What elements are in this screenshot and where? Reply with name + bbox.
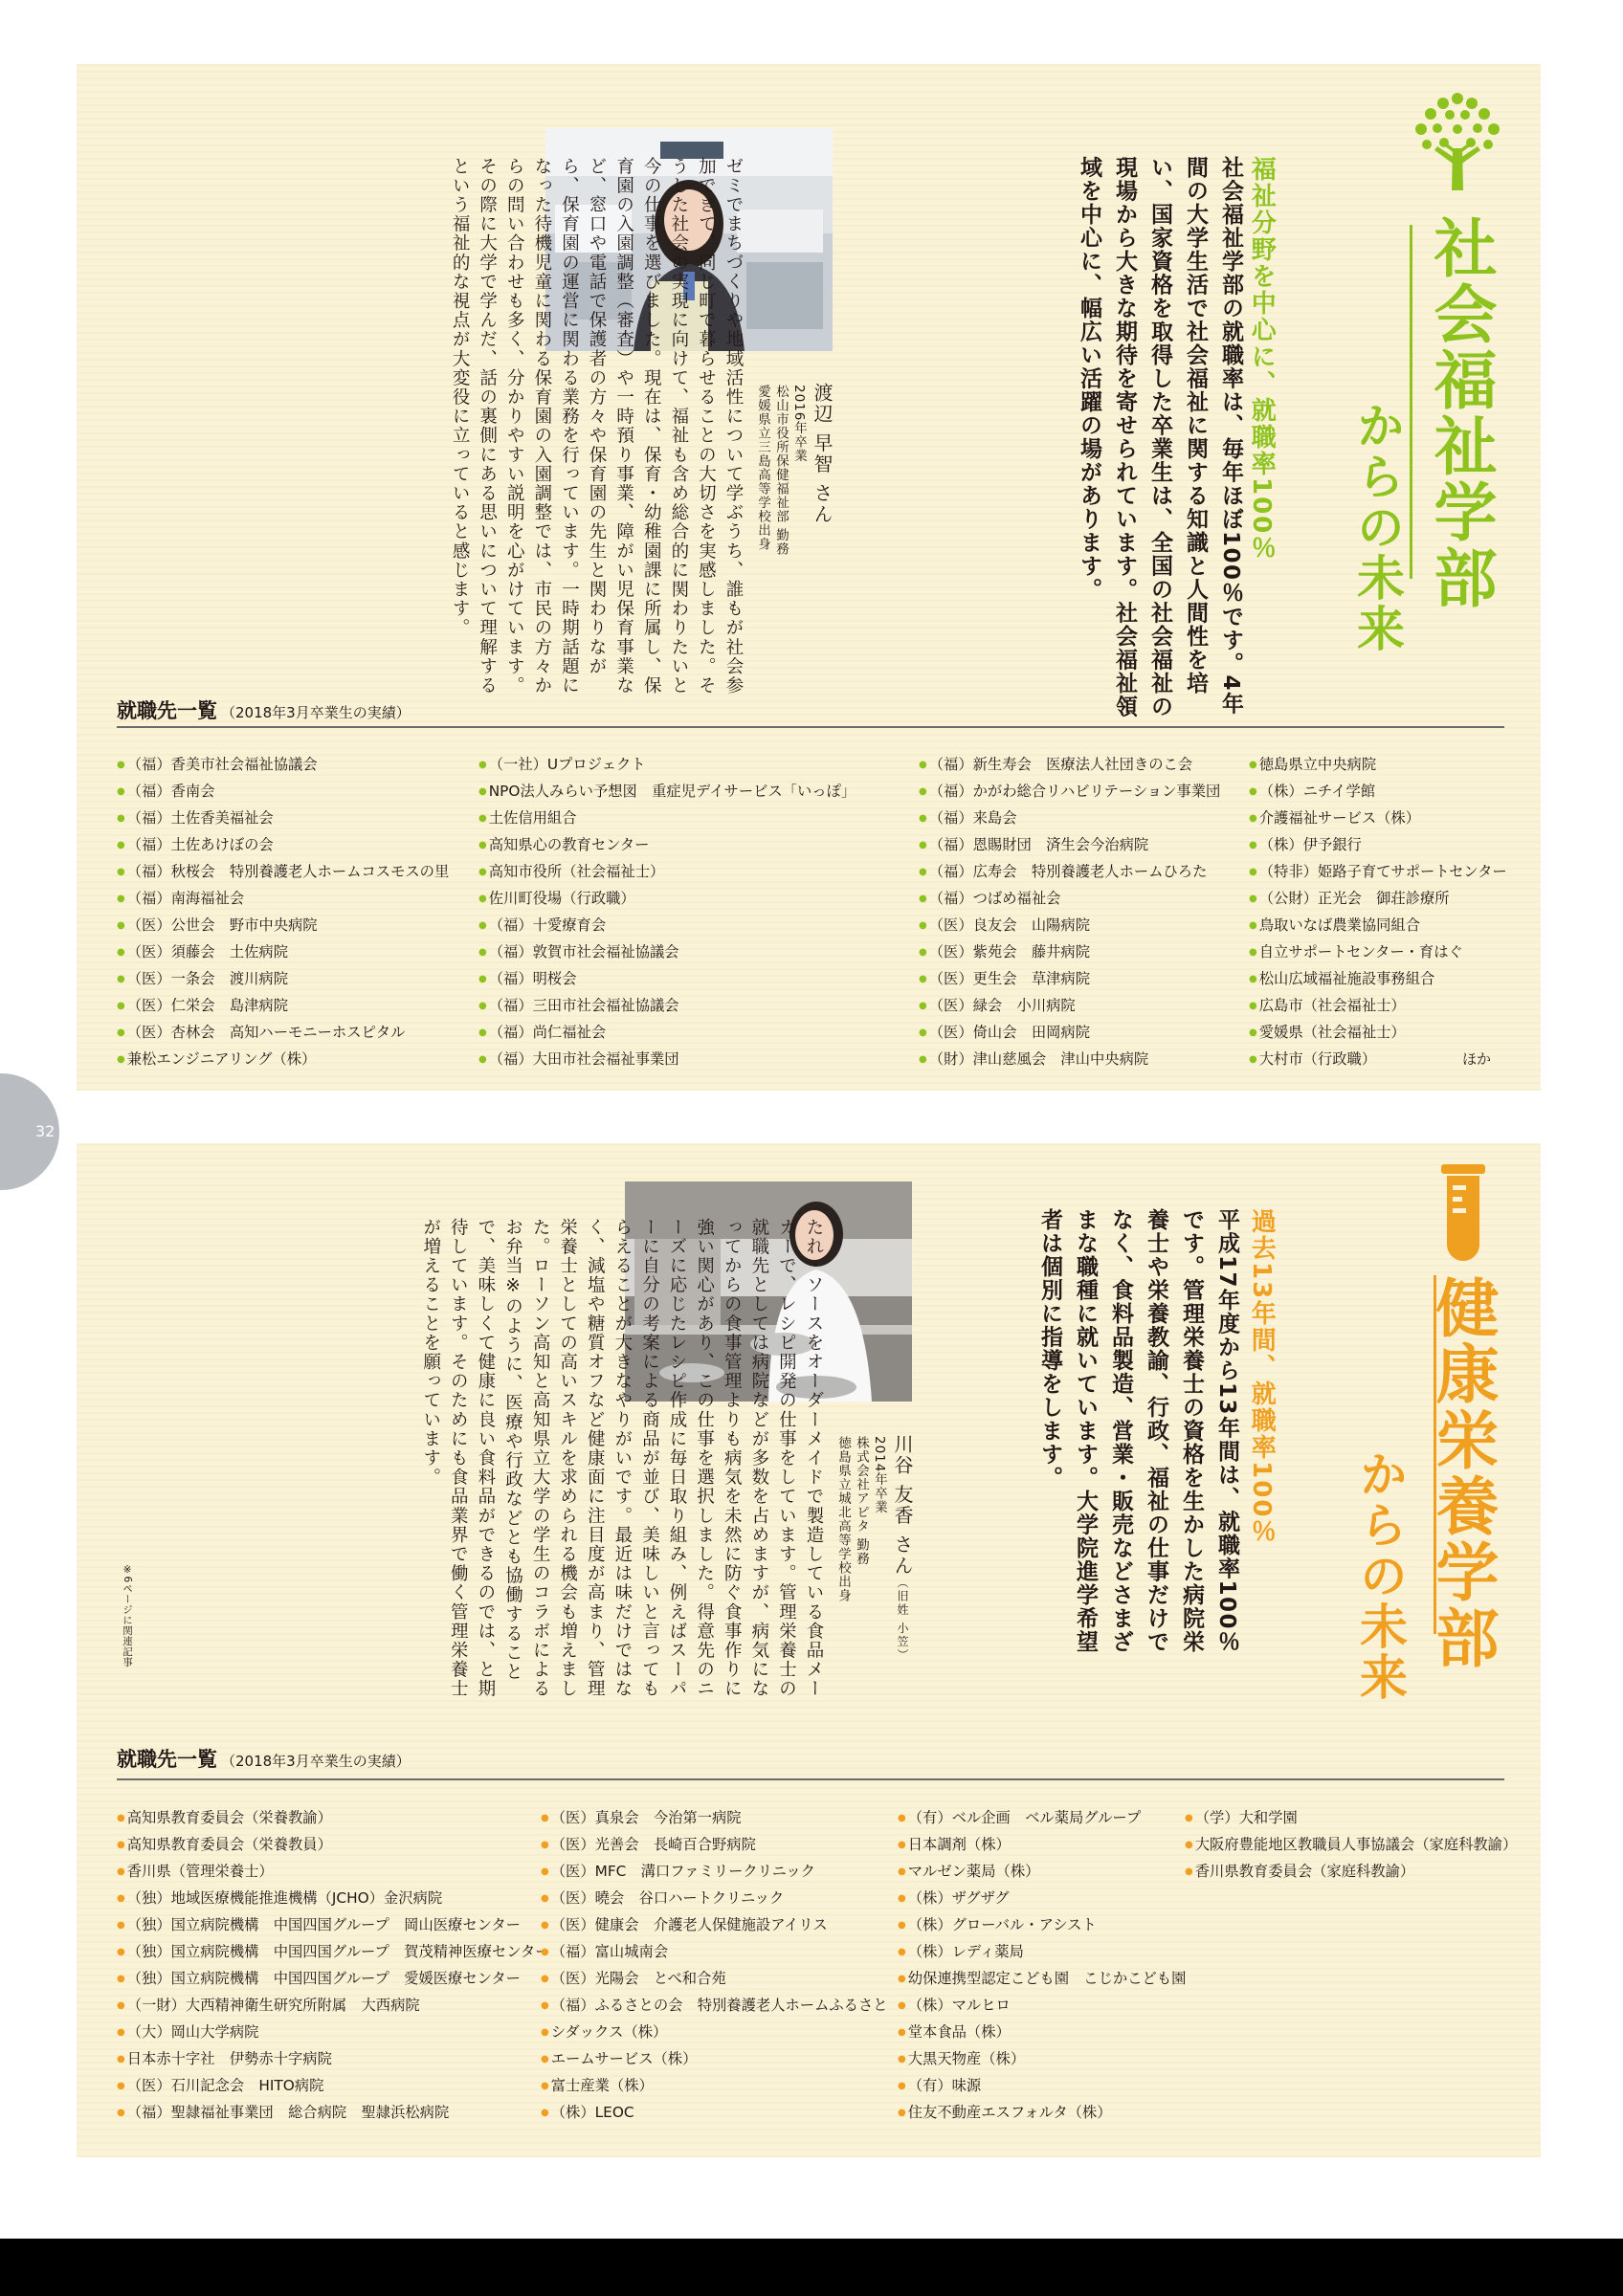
- list-item: ● 高知県教育委員会（栄養教員）: [117, 1831, 550, 1858]
- list-item: ● （医）光善会 長崎百合野病院: [541, 1831, 888, 1858]
- list-item: ● （医）公世会 野市中央病院: [117, 912, 449, 938]
- list-item: ● （独）地域医療機能推進機構（JCHO）金沢病院: [117, 1885, 550, 1911]
- tree-icon: [1412, 91, 1503, 194]
- section-title-suffix: からの未来: [1352, 1449, 1408, 1703]
- list-item: ● （福）恩賜財団 済生会今治病院: [919, 831, 1220, 858]
- job-list-column-1: [117, 1804, 550, 2126]
- job-list-header: [77, 1744, 1502, 1773]
- list-item: ● （福）明桜会: [478, 965, 856, 992]
- graduate-article: ゼミでまちづくりや地域活性について学ぶうち、誰もが社会参加できて、同じ町で暮らせることの大切さを実感しました。そうした社会の実現に向けて、福祉も含め総合的に関わりたいと今の仕事を選びました。現在は、保育・幼稚園課に所属し、保育園の入園調整（審査）や一時預り事業、障がい児保育事業など、窓口や電話で保護者の方々や保育園の先生と関わりながら、保育園の運営に関わる業務を行っています。一時期話題になった待機児童に関わる保育園の入園調整では、市民の方々からの問い合わせも多く、分かりやすい説明を心がけています。その際に大学で学んだ、話の裏側にある思いについて理解するという福祉的な視点が大変役に立っていると感じます。: [450, 157, 744, 695]
- graduate-year: 2014年卒業: [872, 1436, 887, 1514]
- list-item: ● （福）秋桜会 特別養護老人ホームコスモスの里: [117, 858, 449, 885]
- list-item: ● （医）良友会 山陽病院: [919, 912, 1220, 938]
- list-item: ● 日本赤十字社 伊勢赤十字病院: [117, 2045, 550, 2072]
- list-item: ● （医）杏林会 高知ハーモニーホスピタル: [117, 1019, 449, 1046]
- list-item: ● （独）国立病院機構 中国四国グループ 岡山医療センター: [117, 1911, 550, 1938]
- list-item: ● 大黒天物産（株）: [898, 2045, 1186, 2072]
- list-item: ● （福）ふるさとの会 特別養護老人ホームふるさと: [541, 1992, 888, 2019]
- list-item: ● 高知市役所（社会福祉士）: [478, 858, 856, 885]
- list-item: ● 徳島県立中央病院: [1249, 751, 1507, 778]
- social-welfare-panel: [77, 64, 1541, 1091]
- list-item: ● 自立サポートセンター・育はぐ: [1249, 938, 1507, 965]
- list-item: ● （福）南海福祉会: [117, 885, 449, 912]
- graduate-name-text: 川谷 友香 さん: [891, 1434, 914, 1577]
- list-item: ● 兼松エンジニアリング（株）: [117, 1046, 449, 1072]
- list-item: ● （福）かがわ総合リハビリテーション事業団: [919, 778, 1220, 805]
- health-nutrition-panel: [77, 1143, 1541, 2157]
- list-item: ● （公財）正光会 御荘診療所: [1249, 885, 1507, 912]
- graduate-name: [891, 1434, 914, 1663]
- list-item: ● （医）紫苑会 藤井病院: [919, 938, 1220, 965]
- bottom-bar: [0, 2239, 1623, 2296]
- list-item: ● （財）津山慈風会 津山中央病院: [919, 1046, 1220, 1072]
- list-item: ● （福）土佐あけぼの会: [117, 831, 449, 858]
- list-item: ● （株）グローバル・アシスト: [898, 1911, 1186, 1938]
- list-item: ● （有）味源: [898, 2072, 1186, 2099]
- list-item: ● （独）国立病院機構 中国四国グループ 愛媛医療センター: [117, 1965, 550, 1992]
- list-item: ● （福）香南会: [117, 778, 449, 805]
- list-item: ● （株）伊予銀行: [1249, 831, 1507, 858]
- list-item: ● （株）ザグザグ: [898, 1885, 1186, 1911]
- list-item: ● 富士産業（株）: [541, 2072, 888, 2099]
- job-list-column-4: [1185, 1804, 1517, 1885]
- list-item: ● （医）須藤会 土佐病院: [117, 938, 449, 965]
- graduate-school: 徳島県立城北高等学校出身: [835, 1436, 851, 1602]
- list-item: ● （医）健康会 介護老人保健施設アイリス: [541, 1911, 888, 1938]
- list-item: ● マルゼン薬局（株）: [898, 1858, 1186, 1885]
- job-list-title: 就職先一覧: [117, 1748, 217, 1771]
- list-item: ● 高知県教育委員会（栄養教諭）: [117, 1804, 550, 1831]
- list-item: ● （福）敦賀市社会福祉協議会: [478, 938, 856, 965]
- list-item: ● （一社）Uプロジェクト: [478, 751, 856, 778]
- job-list-header: [77, 695, 1502, 724]
- list-item: ● （医）更生会 草津病院: [919, 965, 1220, 992]
- job-list-column-2: [478, 751, 856, 1072]
- list-item: ● （大）岡山大学病院: [117, 2019, 550, 2045]
- others-label: ほか: [1462, 1050, 1492, 1068]
- footnote: ※6ページに関連記事: [122, 1564, 133, 1667]
- list-item: ● （福）富山城南会: [541, 1938, 888, 1965]
- test-tube-icon: [1439, 1164, 1487, 1268]
- title-rule: [1410, 225, 1412, 579]
- list-item: ● 佐川町役場（行政職）: [478, 885, 856, 912]
- list-item: ● 堂本食品（株）: [898, 2019, 1186, 2045]
- list-item: ● シダックス（株）: [541, 2019, 888, 2045]
- list-item: ● （医）緑会 小川病院: [919, 992, 1220, 1019]
- job-list-column-3: [919, 751, 1220, 1072]
- section-title: 社会福祉学部: [1423, 215, 1497, 611]
- graduate-workplace: 株式会社アピタ 勤務: [854, 1436, 869, 1566]
- list-divider: [117, 1778, 1504, 1780]
- list-item: ● 幼保連携型認定こども園 こじかこども園: [898, 1965, 1186, 1992]
- section-lead: 福祉分野を中心に、就職率100％: [1247, 156, 1277, 563]
- list-item: ● 広島市（社会福祉士）: [1249, 992, 1507, 1019]
- list-item: ● （独）国立病院機構 中国四国グループ 賀茂精神医療センター: [117, 1938, 550, 1965]
- list-item: ● （医）仁栄会 島津病院: [117, 992, 449, 1019]
- list-item: ● （医）石川記念会 HITO病院: [117, 2072, 550, 2099]
- list-item: ● （医）MFC 溝口ファミリークリニック: [541, 1858, 888, 1885]
- list-item: ● （福）十愛療育会: [478, 912, 856, 938]
- job-list-column-1: [117, 751, 449, 1072]
- graduate-school: 愛媛県立三島高等学校出身: [755, 385, 770, 551]
- job-list-title: 就職先一覧: [117, 699, 217, 722]
- list-item: ● （医）一条会 渡川病院: [117, 965, 449, 992]
- list-item: ● （福）来島会: [919, 805, 1220, 831]
- graduate-name: 渡辺 早智 さん: [811, 383, 834, 525]
- list-item: ● 鳥取いなば農業協同組合: [1249, 912, 1507, 938]
- list-item: ● （株）マルヒロ: [898, 1992, 1186, 2019]
- list-item: ● （福）広寿会 特別養護老人ホームひろた: [919, 858, 1220, 885]
- list-item: ● （福）新生寿会 医療法人社団きのこ会: [919, 751, 1220, 778]
- job-list-column-2: [541, 1804, 888, 2126]
- list-item: ● （福）香美市社会福祉協議会: [117, 751, 449, 778]
- list-item: ● 日本調剤（株）: [898, 1831, 1186, 1858]
- list-item: ● 高知県心の教育センター: [478, 831, 856, 858]
- list-item: ● （株）レディ薬局: [898, 1938, 1186, 1965]
- list-item: ● （福）聖隷福祉事業団 総合病院 聖隷浜松病院: [117, 2099, 550, 2126]
- list-item: ● （一財）大西精神衛生研究所附属 大西病院: [117, 1992, 550, 2019]
- list-item: ● 住友不動産エスフォルタ（株）: [898, 2099, 1186, 2126]
- list-item: ● （医）真泉会 今治第一病院: [541, 1804, 888, 1831]
- section-lead: 過去13年間、就職率100％: [1247, 1208, 1277, 1546]
- list-item: ● 香川県教育委員会（家庭科教諭）: [1185, 1858, 1517, 1885]
- list-item: ● エームサービス（株）: [541, 2045, 888, 2072]
- job-list-column-3: [898, 1804, 1186, 2126]
- section-title-suffix: からの未来: [1349, 401, 1405, 654]
- list-item: ● 土佐信用組合: [478, 805, 856, 831]
- list-divider: [117, 726, 1504, 728]
- list-item: ● 介護福祉サービス（株）: [1249, 805, 1507, 831]
- list-item: ● 大阪府豊能地区教職員人事協議会（家庭科教諭）: [1185, 1831, 1517, 1858]
- list-item: ● （福）つばめ福祉会: [919, 885, 1220, 912]
- section-title: 健康栄養学部: [1425, 1275, 1499, 1671]
- list-item: ● （福）尚仁福祉会: [478, 1019, 856, 1046]
- graduate-former-name: （旧姓 小笠）: [896, 1576, 909, 1663]
- job-list-note: （2018年3月卒業生の実績）: [221, 1753, 411, 1770]
- list-item: ● （福）三田市社会福祉協議会: [478, 992, 856, 1019]
- list-item: ● （福）大田市社会福祉事業団: [478, 1046, 856, 1072]
- list-item: ● 大村市（行政職）: [1249, 1046, 1507, 1072]
- job-list-note: （2018年3月卒業生の実績）: [221, 704, 411, 721]
- section-intro: 社会福祉学部の就職率は、毎年ほぼ100％です。4年間の大学生活で社会福祉に関する知識と人間性を培い、国家資格を取得した卒業生は、全国の社会福祉の現場から大きな期待を寄せられています。社会福祉領域を中心に、幅広い活躍の場があります。: [1077, 156, 1243, 718]
- list-item: ● （株）LEOC: [541, 2099, 888, 2126]
- graduate-year: 2016年卒業: [791, 385, 807, 463]
- list-item: ● 松山広域福祉施設事務組合: [1249, 965, 1507, 992]
- list-item: ● （学）大和学園: [1185, 1804, 1517, 1831]
- graduate-article: たれ・ソースをオーダーメイドで製造している食品メーカーで、レシピ開発の仕事をしています。管理栄養士の就職先としては病院などが多数を占めますが、病気になってからの食事管理よりも病気を未然に防ぐ食事作りに強い関心があり、この仕事を選択しました。得意先のニーズに応じたレシピ作成に毎日取り組み、例えばスーパーに自分の考案による商品が並び、美味しいと言ってもらえることが大きなやりがいです。最近は味だけではなく、減塩や糖質オフなど健康面に注目度が高まり、管理栄養士としての高いスキルを求められる機会も増えました。ローソン高知と高知県立大学の学生のコラボによるお弁当※のように、医療や行政などとも協働することで、美味しくて健康に良い食料品ができるのでは、と期待しています。そのためにも食品業界で働く管理栄養士が増えることを願っています。: [420, 1218, 824, 1699]
- section-intro: 平成17年度から13年間は、就職率100％です。管理栄養士の資格を生かした病院栄養士や栄養教諭、行政、福祉の仕事だけでなく、食料品製造、営業・販売などさまざまな職種に就いています。大学院進学希望者は個別に指導をします。: [1037, 1208, 1239, 1654]
- page-number: 32: [35, 1122, 56, 1140]
- list-item: ● （医）曉会 谷口ハートクリニック: [541, 1885, 888, 1911]
- list-item: ● （医）光陽会 とべ和合苑: [541, 1965, 888, 1992]
- list-item: ● 香川県（管理栄養士）: [117, 1858, 550, 1885]
- list-item: ● （特非）姫路子育てサポートセンター: [1249, 858, 1507, 885]
- list-item: ● NPO法人みらい予想図 重症児デイサービス「いっぽ」: [478, 778, 856, 805]
- graduate-workplace: 松山市役所保健福祉部 勤務: [773, 385, 789, 557]
- list-item: ● （有）ベル企画 ベル薬局グループ: [898, 1804, 1186, 1831]
- list-item: ● （福）土佐香美福祉会: [117, 805, 449, 831]
- list-item: ● （株）ニチイ学館: [1249, 778, 1507, 805]
- list-item: ● （医）倚山会 田岡病院: [919, 1019, 1220, 1046]
- job-list-column-4: [1249, 751, 1507, 1072]
- list-item: ● 愛媛県（社会福祉士）: [1249, 1019, 1507, 1046]
